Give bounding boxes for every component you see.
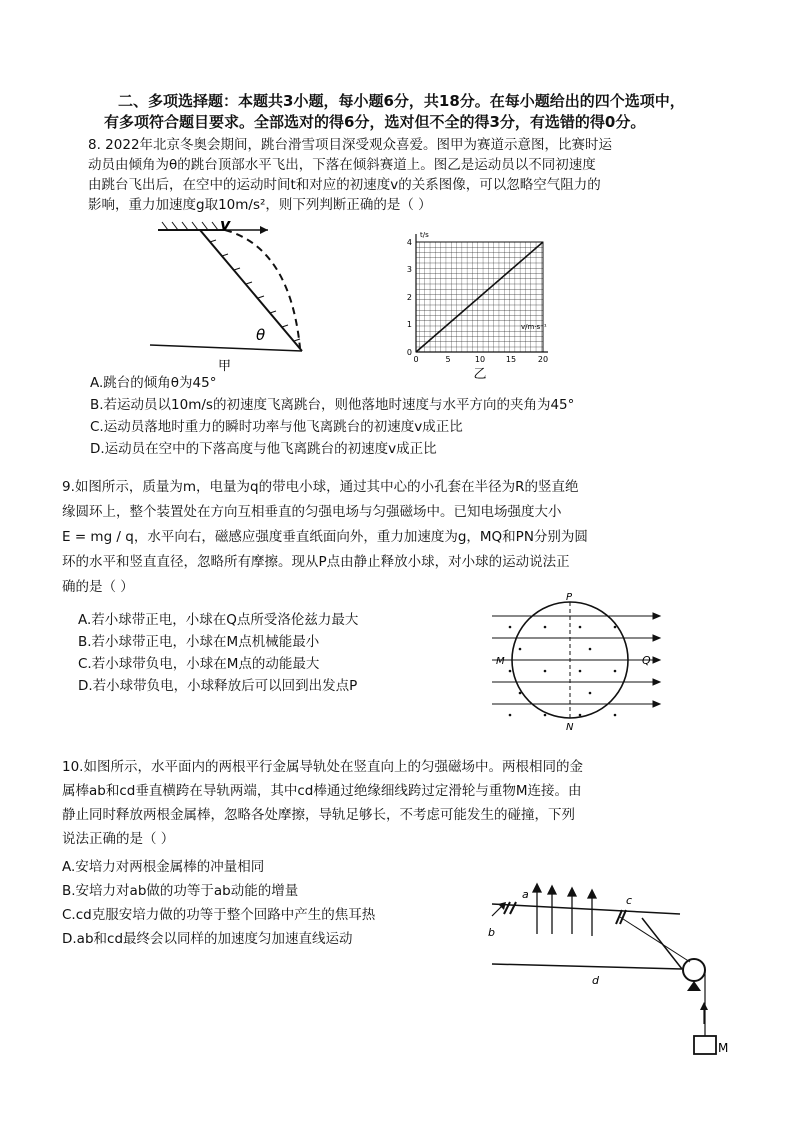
q8-option-d[interactable]: D.运动员在空中的下落高度与他飞离跳台的初速度v成正比 [90,441,437,457]
label-a: a [522,888,529,901]
label-b: b [488,926,495,939]
q8-line-4: 影响，重力加速度g取10m/s²，则下列判断正确的是（ ） [88,197,432,213]
point-p-label: P [566,592,573,603]
q10-option-b[interactable]: B.安培力对ab做的功等于ab动能的增量 [62,883,299,899]
q10-option-c[interactable]: C.cd克服安培力做的功等于整个回路中产生的焦耳热 [62,907,376,923]
theta-label: θ [256,326,266,344]
q9-line-2: 缘圆环上，整个装置处在方向互相垂直的匀强电场与匀强磁场中。已知电场强度大小 [62,504,562,520]
q10-option-d[interactable]: D.ab和cd最终会以同样的加速度匀加速直线运动 [62,931,353,947]
q9-option-d[interactable]: D.若小球带负电，小球释放后可以回到出发点P [78,678,358,694]
y-axis-label: t/s [420,231,429,239]
platform-hatching [162,222,218,230]
figure-jia-caption: 甲 [218,359,232,374]
velocity-label: v [220,215,231,234]
q8-line-2: 动员由倾角为θ的跳台顶部水平飞出，下落在倾斜赛道上。图乙是运动员以不同初速度 [88,157,596,173]
y-tick-1: 1 [406,320,412,329]
q9-line-4: 环的水平和竖直直径，忽略所有摩擦。现从P点由静止释放小球，对小球的运动说法正 [62,554,570,570]
q10-line-4: 说法正确的是（ ） [62,831,175,847]
ground-line [150,345,302,351]
q10-line-2: 属棒ab和cd垂直横跨在导轨两端，其中cd棒通过绝缘细线跨过定滑轮与重物M连接。由 [62,783,582,799]
q9-line-1: 9.如图所示，质量为m，电量为q的带电小球，通过其中心的小孔套在半径为R的竖直绝 [62,479,579,495]
pulley-support [687,981,701,991]
figure-yi-caption: 乙 [473,367,487,382]
velocity-arrowhead [260,226,268,234]
y-tick-3: 3 [406,265,412,274]
q9-option-a[interactable]: A.若小球带正电，小球在Q点所受洛伦兹力最大 [78,612,359,628]
label-c: c [626,894,633,907]
string-to-pulley [620,917,690,962]
bar-ab-2 [510,902,516,914]
x-tick-15: 15 [505,355,517,364]
q10-figure-rails-pulley [482,874,742,1064]
section-header-line1: 二、多项选择题：本题共3小题，每小题6分，共18分。在每小题给出的四个选项中， [118,92,685,110]
q9-figure-ring-fields [490,592,670,738]
weight-m-block [694,1036,716,1054]
y-tick-labels [407,238,412,357]
x-tick-5: 5 [445,355,451,364]
section-header-line2: 有多项符合题目要求。全部选对的得6分，选对但不全的得3分，有选错的得0分。 [104,113,646,131]
q8-option-a[interactable]: A.跳台的倾角θ为45° [90,375,217,391]
x-tick-0: 0 [413,355,419,364]
q8-option-b[interactable]: B.若运动员以10m/s的初速度飞离跳台，则他落地时速度与水平方向的夹角为45° [90,397,575,413]
q8-line-1: 8. 2022年北京冬奥会期间，跳台滑雪项目深受观众喜爱。图甲为赛道示意图，比赛时运 [88,137,613,153]
upper-rail [492,904,680,914]
pulley [683,959,705,981]
label-m: M [718,1041,729,1055]
x-tick-10: 10 [474,355,486,364]
tension-arrowhead [700,1002,708,1010]
q10-line-1: 10.如图所示，水平面内的两根平行金属导轨处在竖直向上的匀强磁场中。两根相同的金 [62,759,583,775]
y-tick-2: 2 [406,293,412,302]
q9-option-c[interactable]: C.若小球带负电，小球在M点的动能最大 [78,656,320,672]
q8-line-3: 由跳台飞出后，在空中的运动时间t和对应的初速度v的关系图像，可以忽略空气阻力的 [88,177,601,193]
point-q-label: Q [642,654,651,667]
q10-line-3: 静止同时释放两根金属棒，忽略各处摩擦，导轨足够长，不考虑可能发生的碰撞，下列 [62,807,575,823]
point-m-label: M [496,656,505,667]
q9-line-5: 确的是（ ） [62,579,134,595]
x-tick-labels [413,355,548,364]
x-tick-20: 20 [537,355,549,364]
y-tick-0: 0 [406,348,412,357]
q10-option-a[interactable]: A.安培力对两根金属棒的冲量相同 [62,859,265,875]
y-tick-4: 4 [406,238,412,247]
magnetic-field-arrows [533,884,596,936]
label-d: d [592,974,599,987]
x-axis-label: v/m·s⁻¹ [521,323,547,331]
q8-option-c[interactable]: C.运动员落地时重力的瞬时功率与他飞离跳台的初速度v成正比 [90,419,463,435]
point-n-label: N [566,722,574,733]
lower-rail [492,964,682,969]
q8-figure-ski-jump [150,215,320,378]
q9-line-3: E = mg / q，水平向右，磁感应强度垂直纸面向外，重力加速度为g，MQ和PN分别为圆 [62,529,588,545]
magnetic-field-dots [509,626,617,717]
q9-option-b[interactable]: B.若小球带正电，小球在M点机械能最小 [78,634,320,650]
q8-figure-t-v-graph [398,226,558,386]
